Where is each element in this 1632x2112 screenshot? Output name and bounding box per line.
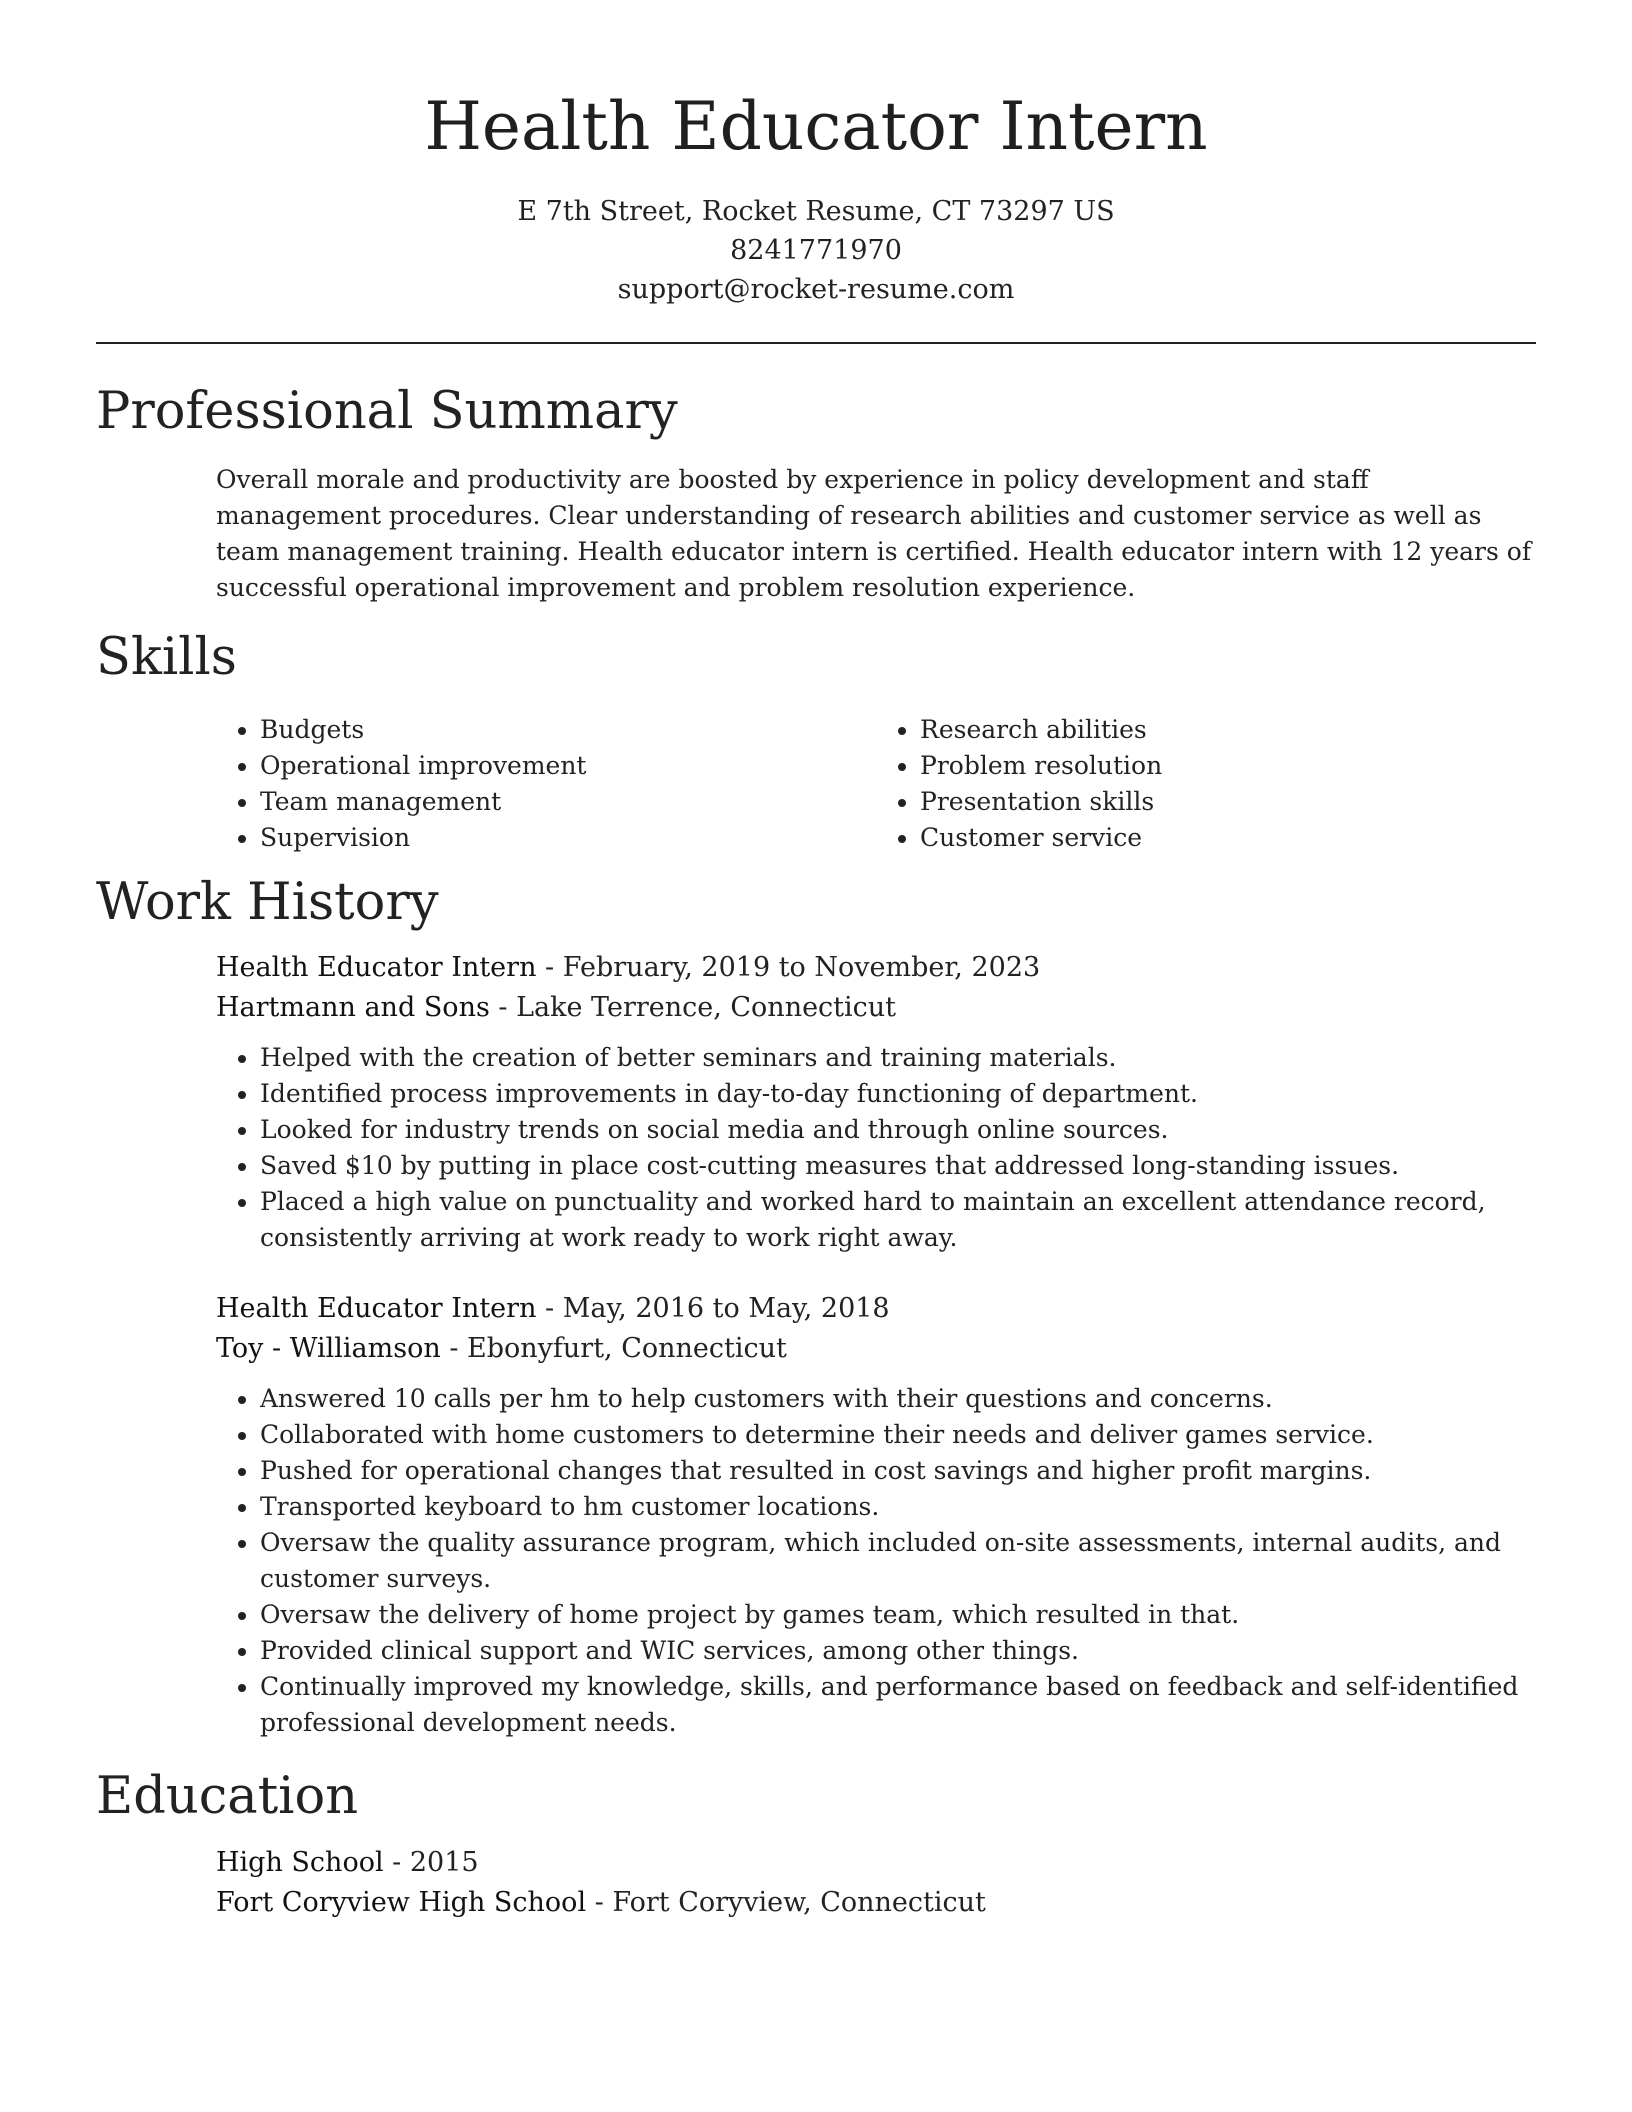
job-role: Health Educator Intern: [216, 1293, 537, 1324]
education-degree: High School: [216, 1847, 384, 1878]
header-divider: [96, 342, 1536, 344]
skills-column-1: [216, 712, 876, 856]
job-bullet: • Answered 10 calls per hm to help customers with their questions and concerns.: [260, 1381, 1536, 1417]
job-bullet: • Continually improved my knowledge, skills, and performance based on feedback and self-identified professional development needs.: [260, 1669, 1536, 1741]
job-bullet: • Provided clinical support and WIC services, among other things.: [260, 1633, 1536, 1669]
summary-title: Professional Summary: [96, 382, 678, 441]
phone: 8241771970: [730, 235, 902, 266]
job-bullet: • Identified process improvements in day-to-day functioning of department.: [260, 1076, 1536, 1112]
skills-title: Skills: [96, 628, 237, 687]
skills-column-2: [876, 712, 1536, 856]
address: E 7th Street, Rocket Resume, CT 73297 US: [517, 196, 1115, 227]
job-bullet: • Placed a high value on punctuality and worked hard to maintain an excellent attendance record, consistently arriving at work ready to work right away.: [260, 1184, 1536, 1256]
job-role: Health Educator Intern: [216, 952, 537, 983]
job-title-line: [216, 948, 1536, 988]
job-dates: - February, 2019 to November, 2023: [536, 952, 1041, 983]
job-location: - Lake Terrence, Connecticut: [489, 992, 897, 1023]
job-company-line: [216, 1329, 1536, 1369]
education-location: - Fort Coryview, Connecticut: [586, 1887, 986, 1918]
education-school: Fort Coryview High School: [216, 1887, 587, 1918]
skill-item: • Research abilities: [920, 712, 1536, 748]
education-title: Education: [96, 1767, 359, 1826]
skill-item: • Operational improvement: [260, 748, 876, 784]
resume-header: [96, 86, 1536, 309]
contact-block: [96, 192, 1536, 309]
education-school-line: [216, 1883, 1536, 1923]
summary-text: Overall morale and productivity are boosted by experience in policy development and staff management procedures. Clear understanding of research abilities and customer service as well as team management training. Health educator intern is certified. Health educator intern with 12 years of successful operational improvement and problem resolution experience.: [216, 465, 1532, 602]
skills-list: [216, 712, 1536, 856]
education-entry: [216, 1843, 1536, 1923]
job-bullet: • Helped with the creation of better seminars and training materials.: [260, 1040, 1536, 1076]
job-entry: [216, 1289, 1536, 1741]
work-history-title: Work History: [96, 873, 439, 932]
job-bullet: • Collaborated with home customers to determine their needs and deliver games service.: [260, 1417, 1536, 1453]
skill-item: • Team management: [260, 784, 876, 820]
job-dates: - May, 2016 to May, 2018: [536, 1293, 890, 1324]
email: support@rocket-resume.com: [617, 274, 1015, 305]
skill-item: • Budgets: [260, 712, 876, 748]
job-bullet: • Pushed for operational changes that resulted in cost savings and higher profit margins.: [260, 1453, 1536, 1489]
job-bullets: [216, 1381, 1536, 1741]
job-entry: [216, 948, 1536, 1256]
job-bullet: • Saved $10 by putting in place cost-cutting measures that addressed long-standing issues.: [260, 1148, 1536, 1184]
job-bullet: • Looked for industry trends on social media and through online sources.: [260, 1112, 1536, 1148]
education-degree-line: [216, 1843, 1536, 1883]
job-title-line: [216, 1289, 1536, 1329]
job-company-line: [216, 988, 1536, 1028]
job-company: Hartmann and Sons: [216, 992, 490, 1023]
skill-item: • Problem resolution: [920, 748, 1536, 784]
job-bullet: • Oversaw the delivery of home project by games team, which resulted in that.: [260, 1597, 1536, 1633]
job-bullet: • Oversaw the quality assurance program, which included on-site assessments, internal audits, and customer surveys.: [260, 1525, 1536, 1597]
skill-item: • Customer service: [920, 820, 1536, 856]
education-year: - 2015: [383, 1847, 479, 1878]
job-company: Toy - Williamson: [216, 1333, 441, 1364]
skill-item: • Presentation skills: [920, 784, 1536, 820]
skill-item: • Supervision: [260, 820, 876, 856]
job-bullets: [216, 1040, 1536, 1256]
job-location: - Ebonyfurt, Connecticut: [440, 1333, 787, 1364]
job-bullet: • Transported keyboard to hm customer locations.: [260, 1489, 1536, 1525]
candidate-name: Health Educator Intern: [424, 88, 1208, 165]
